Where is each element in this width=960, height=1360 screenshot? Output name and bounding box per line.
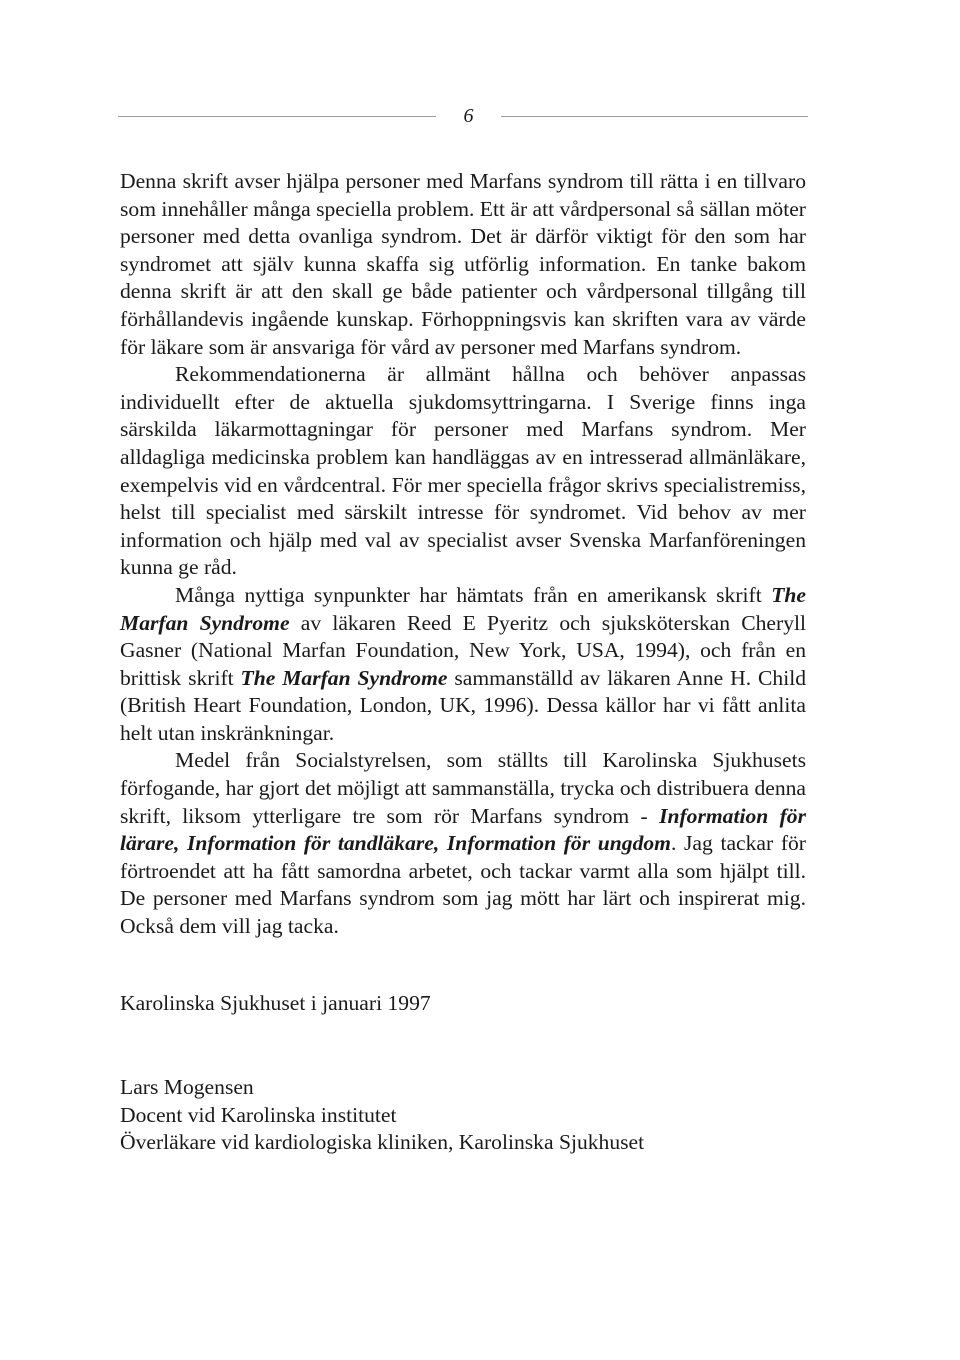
- paragraph-text: . Jag tackar för förtroendet att ha fått samordna arbetet, och tackar varmt alla som hjälpt till. De personer med Marfans syndrom som jag mött har lärt och inspirerat mig. Också dem vill jag tacka.: [120, 831, 806, 939]
- paragraph-text: sammanställd av läkaren Anne H. Child (British Heart Foundation, London, UK, 1996). Dessa källor har vi fått anlita helt utan inskränkningar.: [120, 665, 806, 745]
- emphasized-title: Information för lärare, Information för tandläkare, Information för ungdom: [120, 803, 806, 856]
- emphasized-title: The Marfan Syndrome: [240, 665, 448, 690]
- page-number: 6: [463, 105, 474, 127]
- paragraph-text: av läkaren Reed E Pyeritz och sjuksköterskan Cheryll Gasner (National Marfan Foundation, New York, USA, 1994), och från en brittisk skrift: [120, 610, 806, 690]
- body-paragraph: [120, 747, 806, 940]
- emphasized-title: The Marfan Syndrome: [120, 582, 806, 635]
- body-paragraph: [120, 168, 806, 361]
- signature-title-1: Docent vid Karolinska institutet: [120, 1102, 397, 1127]
- paragraph-text: Medel från Socialstyrelsen, som ställts till Karolinska Sjukhusets förfogande, har gjort det möjligt att sammanställa, trycka och distribuera denna skrift, liksom ytterligare tre som rör Marfans syndrom -: [120, 748, 806, 828]
- header-rule-right: [501, 116, 808, 117]
- body-text: [120, 168, 806, 941]
- place-date: Karolinska Sjukhuset i januari 1997: [120, 991, 431, 1015]
- signature-title-2: Överläkare vid kardiologiska kliniken, Karolinska Sjukhuset: [120, 1130, 645, 1155]
- signature-block: [120, 1074, 644, 1157]
- body-paragraph: [120, 361, 806, 582]
- page-header: [118, 102, 808, 132]
- body-paragraph: [120, 582, 806, 748]
- signature-name: Lars Mogensen: [120, 1075, 254, 1099]
- header-rule-left: [118, 116, 436, 117]
- paragraph-text: Rekommendationerna är allmänt hållna och behöver anpassas individuellt efter de aktuella sjukdomsyttringarna. I Sverige finns inga särskilda läkarmottagningar för personer med Marfans syndrom. Mer alldagliga medicinska problem kan handläggas av en intresserad allmänläkare, exempelvis vid en vårdcentral. För mer speciella frågor skrivs specialistremiss, helst till specialist med särskilt intresse för syndromet. Vid behov av mer information och hjälp med val av specialist avser Svenska Marfanföreningen kunna ge råd.: [120, 362, 806, 580]
- paragraph-text: Denna skrift avser hjälpa personer med Marfans syndrom till rätta i en tillvaro som innehåller många speciella problem. Ett är att vårdpersonal så sällan möter personer med detta ovanliga syndrom. Det är därför viktigt för den som har syndromet att själv kunna skaffa sig utförlig information. En tanke bakom denna skrift är att den skall ge både patienter och vårdpersonal tillgång till förhållandevis ingående kunskap. Förhoppningsvis kan skriften vara av värde för läkare som är ansvariga för vård av personer med Marfans syndrom.: [120, 169, 806, 359]
- paragraph-text: Många nyttiga synpunkter har hämtats från en amerikansk skrift: [175, 582, 772, 607]
